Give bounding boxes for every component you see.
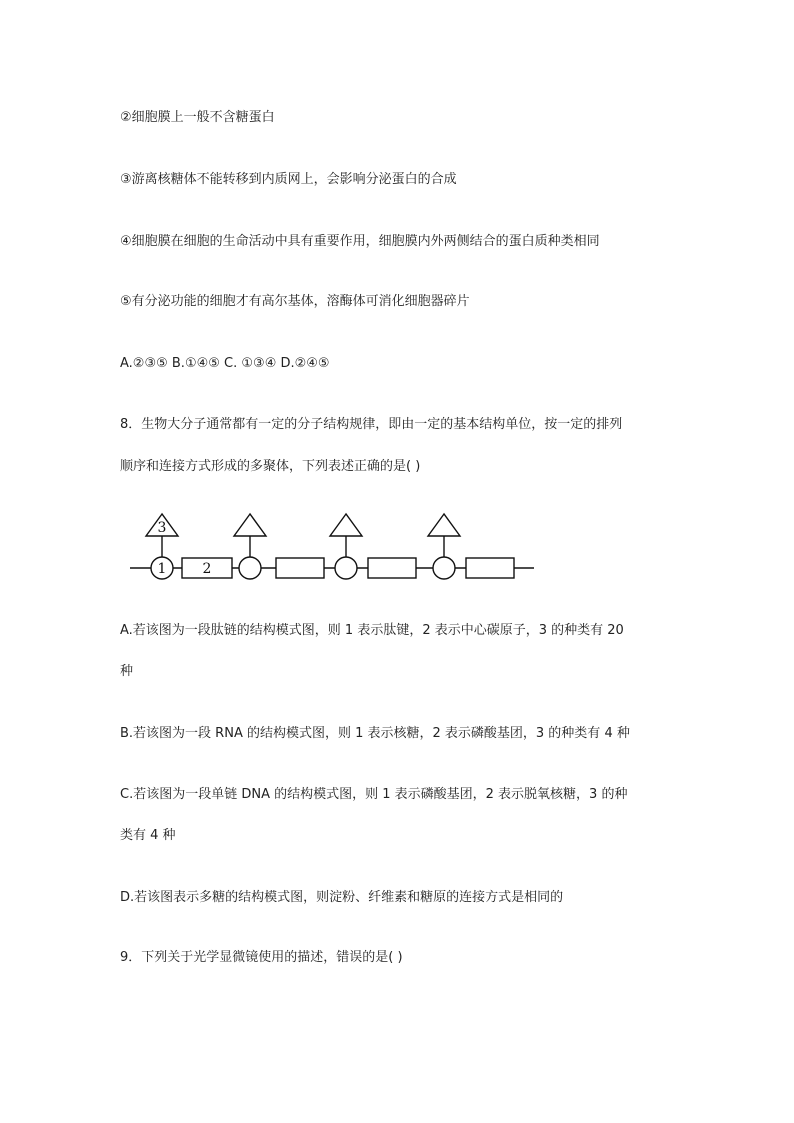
triangle — [234, 514, 266, 536]
statement-5: ⑤有分泌功能的细胞才有高尔基体，溶酶体可消化细胞器碎片 — [120, 294, 470, 309]
statement-4: ④细胞膜在细胞的生命活动中具有重要作用，细胞膜内外两侧结合的蛋白质种类相同 — [120, 234, 600, 249]
q8-option-b: B.若该图为一段 RNA 的结构模式图，则 1 表示核糖，2 表示磷酸基团，3 的种类有 4 种 — [120, 726, 630, 741]
polymer-structure-diagram — [128, 508, 540, 588]
circle — [335, 557, 357, 579]
circle — [239, 557, 261, 579]
q8-option-a-line1: A.若该图为一段肽链的结构模式图，则 1 表示肽键，2 表示中心碳原子，3 的种类有 20 — [120, 623, 624, 638]
q8-option-c-line1: C.若该图为一段单链 DNA 的结构模式图，则 1 表示磷酸基团，2 表示脱氧核糖，3 的种 — [120, 787, 628, 802]
triangle — [428, 514, 460, 536]
q7-options: A.②③⑤ B.①④⑤ C. ①③④ D.②④⑤ — [120, 356, 330, 371]
q8-option-d: D.若该图表示多糖的结构模式图，则淀粉、纤维素和糖原的连接方式是相同的 — [120, 890, 564, 905]
rect — [276, 558, 324, 578]
circle — [433, 557, 455, 579]
q8-option-a-line2: 种 — [120, 664, 134, 679]
rect — [368, 558, 416, 578]
q8-option-c-line2: 类有 4 种 — [120, 828, 176, 843]
label-3: 3 — [157, 520, 167, 536]
q8-stem-line1: 8．生物大分子通常都有一定的分子结构规律，即由一定的基本结构单位，按一定的排列 — [120, 417, 623, 432]
statement-2: ②细胞膜上一般不含糖蛋白 — [120, 110, 275, 125]
q8-stem-line2: 顺序和连接方式形成的多聚体，下列表述正确的是( ) — [120, 459, 421, 474]
statement-3: ③游离核糖体不能转移到内质网上，会影响分泌蛋白的合成 — [120, 172, 457, 187]
label-1: 1 — [157, 561, 167, 577]
label-2: 2 — [202, 561, 212, 577]
q9-stem: 9．下列关于光学显微镜使用的描述，错误的是( ) — [120, 950, 403, 965]
triangle — [330, 514, 362, 536]
rect — [466, 558, 514, 578]
